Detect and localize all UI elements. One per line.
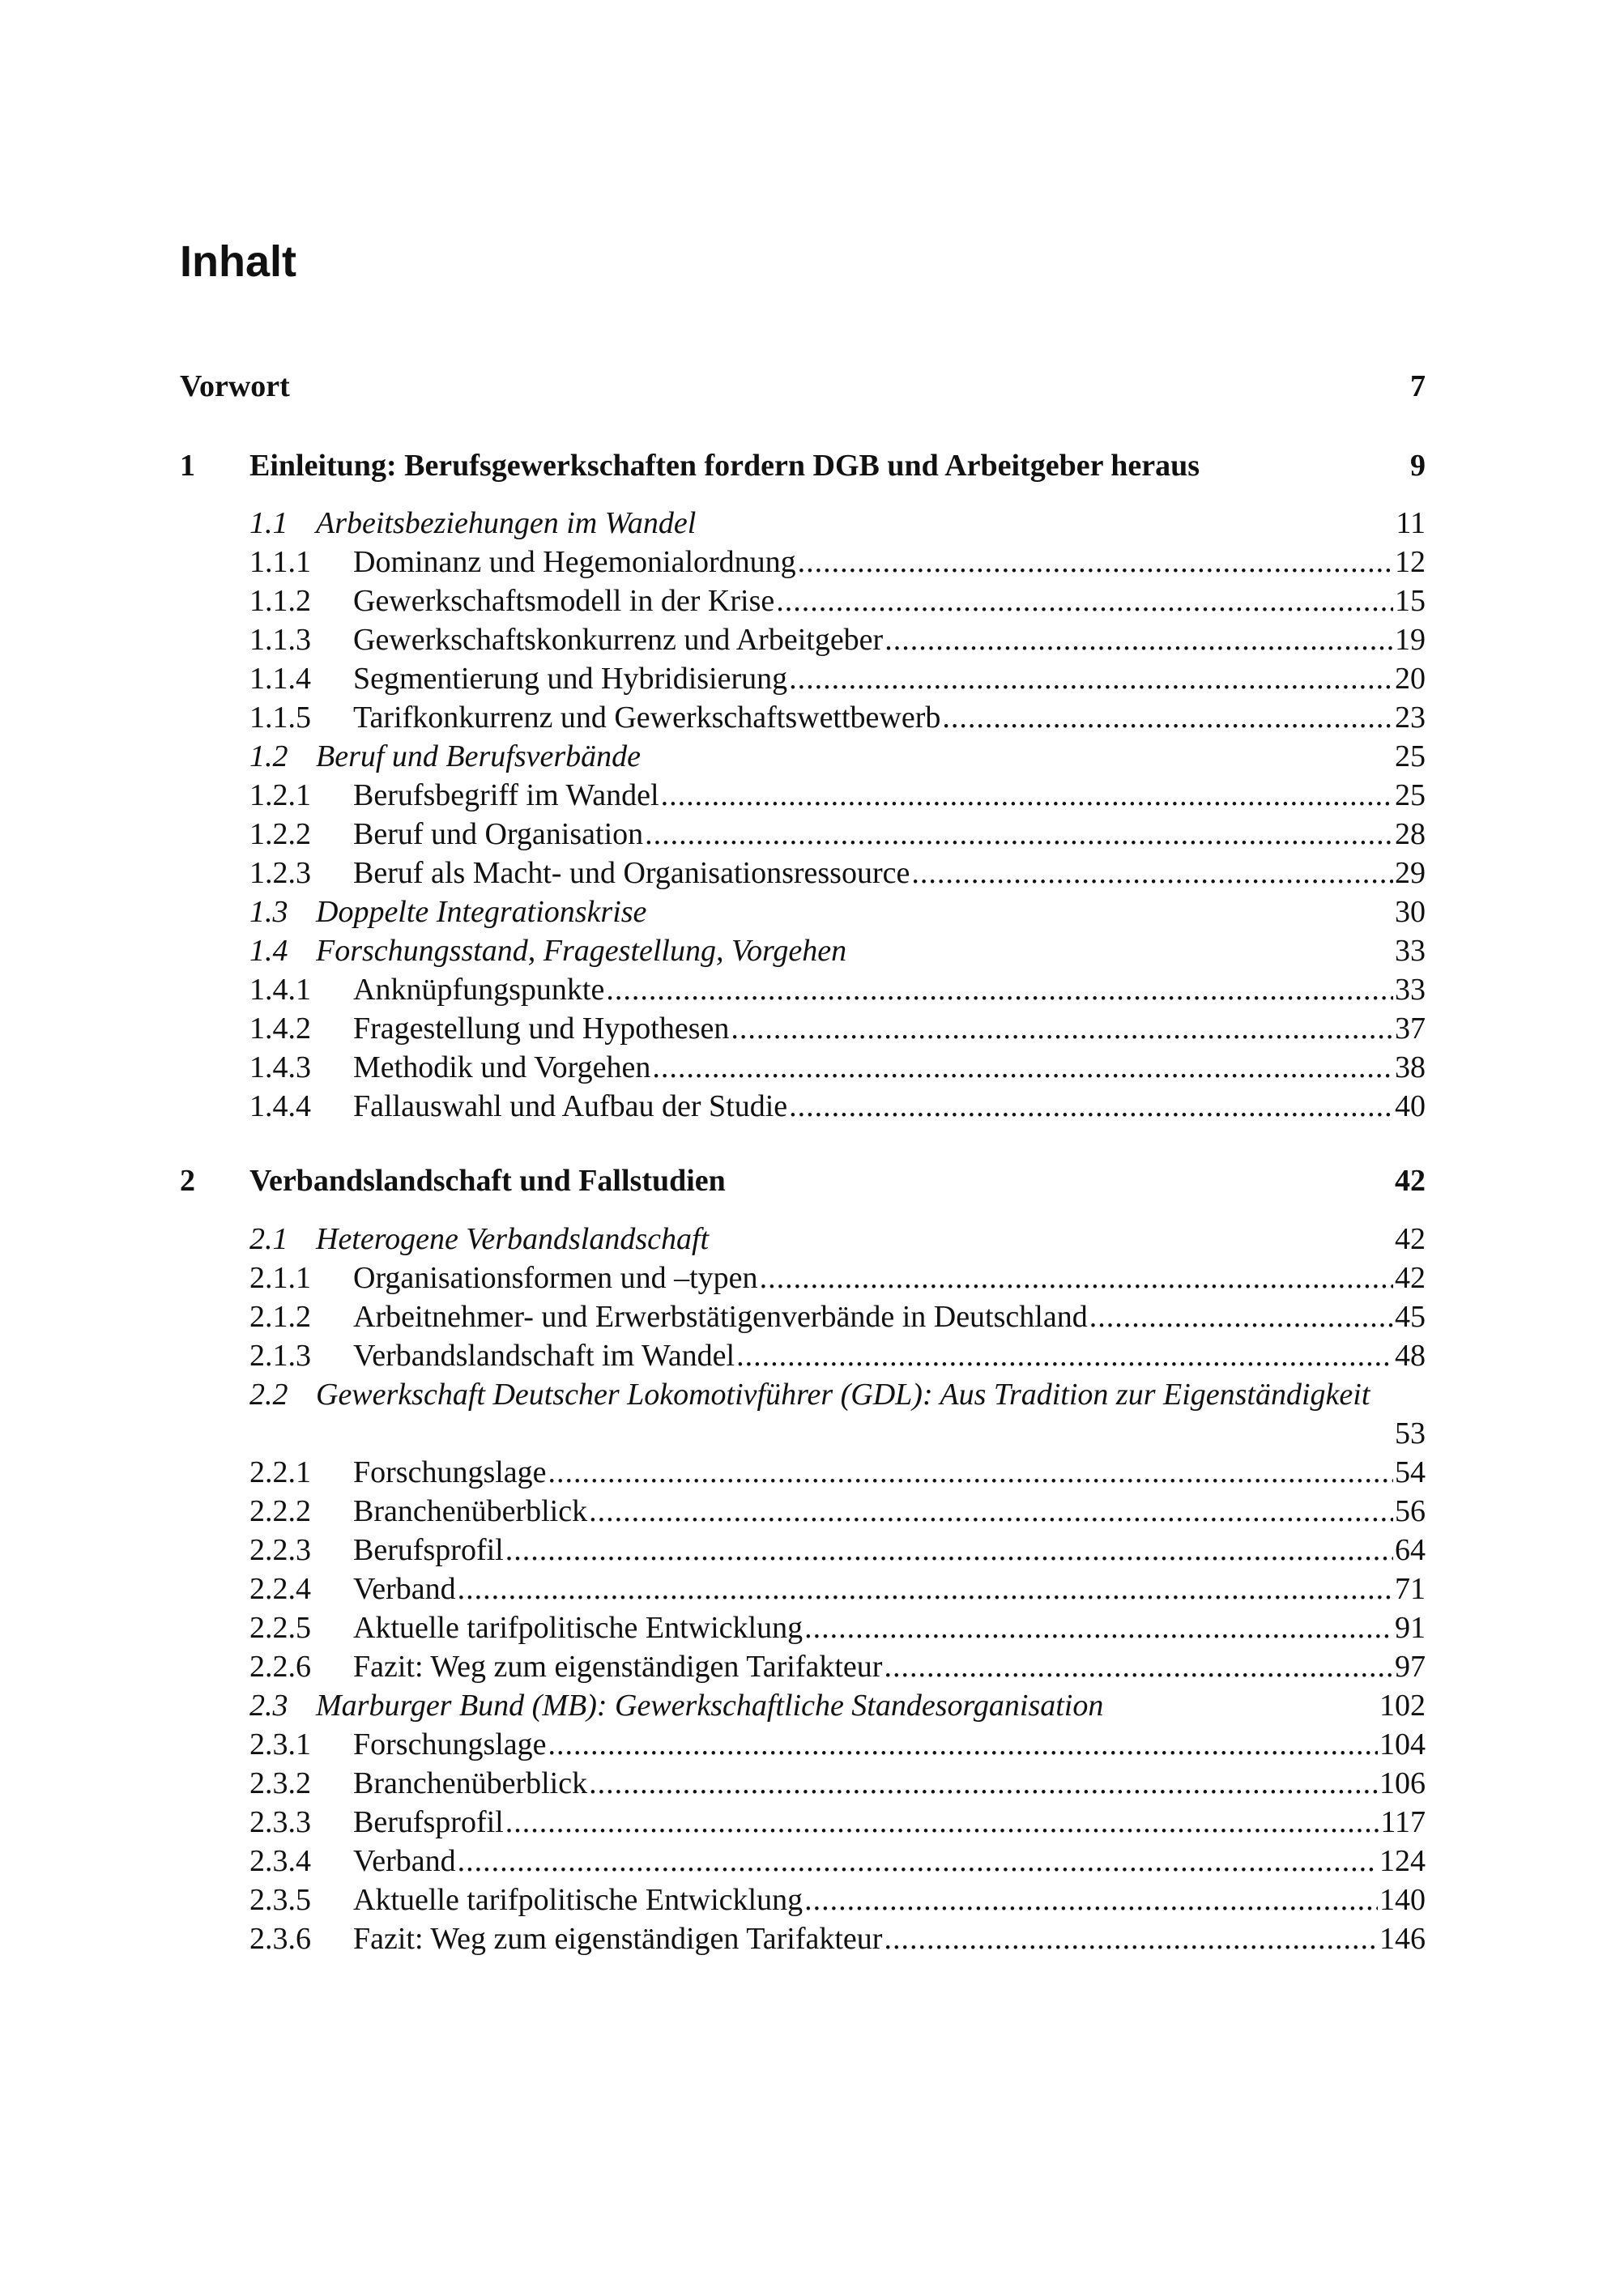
toc-section-number: 1.1	[249, 506, 288, 540]
toc-subsection-number: 2.2.4	[249, 1572, 311, 1606]
page-title: Inhalt	[180, 237, 296, 286]
dot-leader	[1089, 1297, 1393, 1336]
toc-entry-title: Vorwort	[180, 369, 290, 403]
toc-subsection-title: Fazit: Weg zum eigenständigen Tarifakteur	[353, 1650, 883, 1684]
toc-subsection-1-1-4[interactable]	[249, 659, 1426, 698]
toc-subsection-2-3-1[interactable]	[249, 1725, 1426, 1764]
toc-subsection-1-4-3[interactable]	[249, 1048, 1426, 1087]
toc-subsection-number: 2.3.6	[249, 1922, 311, 1956]
toc-chapter-1[interactable]	[180, 446, 1426, 485]
toc-subsection-page: 54	[1395, 1455, 1426, 1489]
toc-chapter-number: 1	[180, 449, 195, 483]
dot-leader	[548, 1453, 1393, 1492]
dot-leader	[884, 1647, 1393, 1686]
toc-subsection-page: 64	[1395, 1533, 1426, 1567]
toc-subsection-page: 117	[1380, 1805, 1426, 1839]
toc-subsection-number: 1.4.1	[249, 973, 311, 1007]
toc-subsection-page: 124	[1379, 1844, 1426, 1878]
toc-section-page: 102	[1379, 1689, 1426, 1723]
toc-subsection-page: 40	[1395, 1089, 1426, 1123]
toc-section-title: Marburger Bund (MB): Gewerkschaftliche Standesorganisation	[316, 1689, 1104, 1723]
toc-subsection-title: Arbeitnehmer- und Erwerbstätigenverbände in Deutschland	[353, 1300, 1088, 1334]
toc-section-page: 30	[1395, 895, 1426, 929]
toc-section-title: Doppelte Integrationskrise	[316, 895, 647, 929]
dot-leader	[606, 970, 1393, 1009]
toc-subsection-1-2-2[interactable]	[249, 815, 1426, 854]
dot-leader	[942, 698, 1393, 737]
toc-subsection-number: 1.4.3	[249, 1050, 311, 1084]
toc-subsection-page: 37	[1395, 1012, 1426, 1046]
toc-subsection-title: Tarifkonkurrenz und Gewerkschaftswettbewerb	[353, 701, 941, 735]
toc-subsection-page: 71	[1395, 1572, 1426, 1606]
toc-section-page: 11	[1396, 506, 1426, 540]
toc-chapter-number: 2	[180, 1164, 195, 1198]
toc-subsection-title: Fragestellung und Hypothesen	[353, 1012, 730, 1046]
toc-chapter-page: 42	[1395, 1164, 1426, 1198]
toc-subsection-number: 2.3.5	[249, 1883, 311, 1917]
toc-section-2-1[interactable]	[249, 1220, 1426, 1259]
toc-subsection-number: 2.3.4	[249, 1844, 311, 1878]
toc-subsection-1-1-1[interactable]	[249, 543, 1426, 581]
toc-subsection-page: 12	[1395, 545, 1426, 579]
toc-subsection-title: Methodik und Vorgehen	[353, 1050, 651, 1084]
toc-subsection-number: 1.1.2	[249, 584, 311, 618]
dot-leader	[789, 1087, 1393, 1126]
toc-subsection-title: Gewerkschaftsmodell in der Krise	[353, 584, 775, 618]
dot-leader	[589, 1764, 1378, 1803]
dot-leader	[505, 1803, 1379, 1842]
toc-subsection-number: 2.3.1	[249, 1727, 311, 1761]
toc-subsection-title: Gewerkschaftskonkurrenz und Arbeitgeber	[353, 623, 884, 657]
toc-subsection-1-1-5[interactable]	[249, 698, 1426, 737]
dot-leader	[458, 1842, 1378, 1881]
toc-subsection-2-3-2[interactable]	[249, 1764, 1426, 1803]
toc-section-1-3[interactable]	[249, 892, 1426, 931]
toc-subsection-title: Berufsbegriff im Wandel	[353, 778, 659, 812]
toc-subsection-page: 146	[1379, 1922, 1426, 1956]
toc-chapter-title: Einleitung: Berufsgewerkschaften fordern DGB und Arbeitgeber heraus	[249, 449, 1200, 483]
toc-subsection-page: 19	[1395, 623, 1426, 657]
toc-subsection-page: 140	[1379, 1883, 1426, 1917]
toc-subsection-number: 1.4.4	[249, 1089, 311, 1123]
toc-subsection-1-1-3[interactable]	[249, 620, 1426, 659]
dot-leader	[736, 1336, 1393, 1375]
toc-subsection-title: Forschungslage	[353, 1455, 547, 1489]
toc-section-page: 53	[1395, 1416, 1426, 1450]
toc-subsection-page: 48	[1395, 1339, 1426, 1373]
toc-entry-vorwort[interactable]	[180, 367, 1426, 406]
dot-leader	[505, 1531, 1393, 1570]
dot-leader	[731, 1009, 1393, 1048]
toc-subsection-2-3-5[interactable]	[249, 1881, 1426, 1919]
toc-chapter-page: 9	[1410, 449, 1426, 483]
toc-section-title: Gewerkschaft Deutscher Lokomotivführer (GDL): Aus Tradition zur Eigenständigkeit	[316, 1378, 1370, 1412]
toc-subsection-title: Anknüpfungspunkte	[353, 973, 605, 1007]
toc-subsection-number: 1.1.5	[249, 701, 311, 735]
toc-subsection-1-2-1[interactable]	[249, 776, 1426, 815]
toc-subsection-page: 33	[1395, 973, 1426, 1007]
toc-subsection-number: 2.1.2	[249, 1300, 311, 1334]
dot-leader	[884, 620, 1393, 659]
toc-subsection-2-2-1[interactable]	[249, 1453, 1426, 1492]
toc-subsection-page: 25	[1395, 778, 1426, 812]
toc-subsection-2-1-3[interactable]	[249, 1336, 1426, 1375]
toc-section-title: Heterogene Verbandslandschaft	[316, 1222, 710, 1256]
toc-subsection-title: Fazit: Weg zum eigenständigen Tarifakteur	[353, 1922, 883, 1956]
toc-subsection-title: Verband	[353, 1572, 456, 1606]
toc-subsection-number: 1.2.3	[249, 856, 311, 890]
toc-subsection-page: 38	[1395, 1050, 1426, 1084]
toc-subsection-1-1-2[interactable]	[249, 581, 1426, 620]
toc-subsection-title: Forschungslage	[353, 1727, 547, 1761]
toc-subsection-2-3-6[interactable]	[249, 1919, 1426, 1958]
toc-subsection-page: 104	[1379, 1727, 1426, 1761]
dot-leader	[911, 854, 1393, 892]
toc-subsection-number: 2.2.1	[249, 1455, 311, 1489]
toc-subsection-1-2-3[interactable]	[249, 854, 1426, 892]
toc-subsection-number: 1.1.4	[249, 662, 311, 696]
dot-leader	[652, 1048, 1393, 1087]
toc-subsection-2-2-5[interactable]	[249, 1608, 1426, 1647]
toc-section-page: 33	[1395, 934, 1426, 968]
toc-subsection-1-4-1[interactable]	[249, 970, 1426, 1009]
toc-subsection-page: 42	[1395, 1261, 1426, 1295]
toc-subsection-2-3-3[interactable]	[249, 1803, 1426, 1842]
dot-leader	[798, 543, 1393, 581]
toc-subsection-number: 2.3.2	[249, 1766, 311, 1800]
toc-subsection-title: Dominanz und Hegemonialordnung	[353, 545, 796, 579]
toc-chapter-2[interactable]	[180, 1161, 1426, 1200]
dot-leader	[804, 1608, 1393, 1647]
toc-subsection-2-2-6[interactable]	[249, 1647, 1426, 1686]
dot-leader	[645, 815, 1393, 854]
toc-subsection-2-3-4[interactable]	[249, 1842, 1426, 1881]
toc-subsection-2-1-2[interactable]	[249, 1297, 1426, 1336]
toc-subsection-number: 2.2.6	[249, 1650, 311, 1684]
toc-subsection-number: 2.3.3	[249, 1805, 311, 1839]
toc-subsection-number: 1.1.1	[249, 545, 311, 579]
toc-section-title: Forschungsstand, Fragestellung, Vorgehen	[316, 934, 847, 968]
toc-subsection-title: Berufsprofil	[353, 1805, 504, 1839]
toc-subsection-number: 2.2.2	[249, 1494, 311, 1528]
toc-subsection-1-4-2[interactable]	[249, 1009, 1426, 1048]
toc-subsection-title: Berufsprofil	[353, 1533, 504, 1567]
toc-subsection-number: 1.4.2	[249, 1012, 311, 1046]
toc-subsection-title: Branchenüberblick	[353, 1494, 588, 1528]
dot-leader	[589, 1492, 1393, 1531]
toc-subsection-title: Branchenüberblick	[353, 1766, 588, 1800]
toc-subsection-page: 56	[1395, 1494, 1426, 1528]
toc-subsection-number: 2.1.1	[249, 1261, 311, 1295]
toc-chapter-title: Verbandslandschaft und Fallstudien	[249, 1164, 726, 1198]
toc-subsection-number: 1.1.3	[249, 623, 311, 657]
toc-subsection-title: Aktuelle tarifpolitische Entwicklung	[353, 1611, 804, 1645]
toc-section-title: Beruf und Berufsverbände	[316, 739, 642, 773]
toc-subsection-page: 20	[1395, 662, 1426, 696]
toc-subsection-number: 2.2.3	[249, 1533, 311, 1567]
toc-subsection-page: 29	[1395, 856, 1426, 890]
toc-subsection-page: 106	[1379, 1766, 1426, 1800]
toc-entry-page: 7	[1410, 369, 1426, 403]
dot-leader	[661, 776, 1393, 815]
dot-leader	[804, 1881, 1378, 1919]
toc-section-page: 25	[1395, 739, 1426, 773]
toc-section-1-1[interactable]	[249, 504, 1426, 543]
toc-subsection-2-2-3[interactable]	[249, 1531, 1426, 1570]
toc-section-number: 2.3	[249, 1689, 288, 1723]
toc-section-1-2[interactable]	[249, 737, 1426, 776]
toc-subsection-2-2-4[interactable]	[249, 1570, 1426, 1608]
toc-subsection-page: 97	[1395, 1650, 1426, 1684]
toc-section-number: 1.4	[249, 934, 288, 968]
toc-section-number: 2.2	[249, 1378, 288, 1412]
toc-subsection-2-1-1[interactable]	[249, 1259, 1426, 1297]
dot-leader	[548, 1725, 1378, 1764]
toc-subsection-number: 1.2.1	[249, 778, 311, 812]
toc-subsection-2-2-2[interactable]	[249, 1492, 1426, 1531]
toc-subsection-page: 23	[1395, 701, 1426, 735]
toc-section-2-3[interactable]	[249, 1686, 1426, 1725]
toc-section-number: 1.3	[249, 895, 288, 929]
dot-leader	[884, 1919, 1378, 1958]
toc-subsection-number: 2.1.3	[249, 1339, 311, 1373]
toc-subsection-title: Segmentierung und Hybridisierung	[353, 662, 788, 696]
toc-subsection-page: 45	[1395, 1300, 1426, 1334]
toc-subsection-page: 28	[1395, 817, 1426, 851]
toc-subsection-title: Beruf und Organisation	[353, 817, 644, 851]
toc-subsection-title: Beruf als Macht- und Organisationsressource	[353, 856, 910, 890]
toc-subsection-number: 2.2.5	[249, 1611, 311, 1645]
toc-subsection-title: Organisationsformen und –typen	[353, 1261, 758, 1295]
toc-subsection-page: 91	[1395, 1611, 1426, 1645]
toc-subsection-number: 1.2.2	[249, 817, 311, 851]
toc-subsection-1-4-4[interactable]	[249, 1087, 1426, 1126]
toc-subsection-title: Verband	[353, 1844, 456, 1878]
dot-leader	[458, 1570, 1393, 1608]
toc-section-number: 2.1	[249, 1222, 288, 1256]
toc-section-title: Arbeitsbeziehungen im Wandel	[316, 506, 697, 540]
dot-leader	[789, 659, 1393, 698]
toc-subsection-title: Verbandslandschaft im Wandel	[353, 1339, 735, 1373]
toc-section-page: 42	[1395, 1222, 1426, 1256]
dot-leader	[760, 1259, 1393, 1297]
toc-subsection-title: Fallauswahl und Aufbau der Studie	[353, 1089, 788, 1123]
toc-subsection-page: 15	[1395, 584, 1426, 618]
toc-section-number: 1.2	[249, 739, 288, 773]
toc-subsection-title: Aktuelle tarifpolitische Entwicklung	[353, 1883, 804, 1917]
toc-section-2-2[interactable]	[249, 1375, 1426, 1453]
toc-section-1-4[interactable]	[249, 931, 1426, 970]
dot-leader	[776, 581, 1393, 620]
